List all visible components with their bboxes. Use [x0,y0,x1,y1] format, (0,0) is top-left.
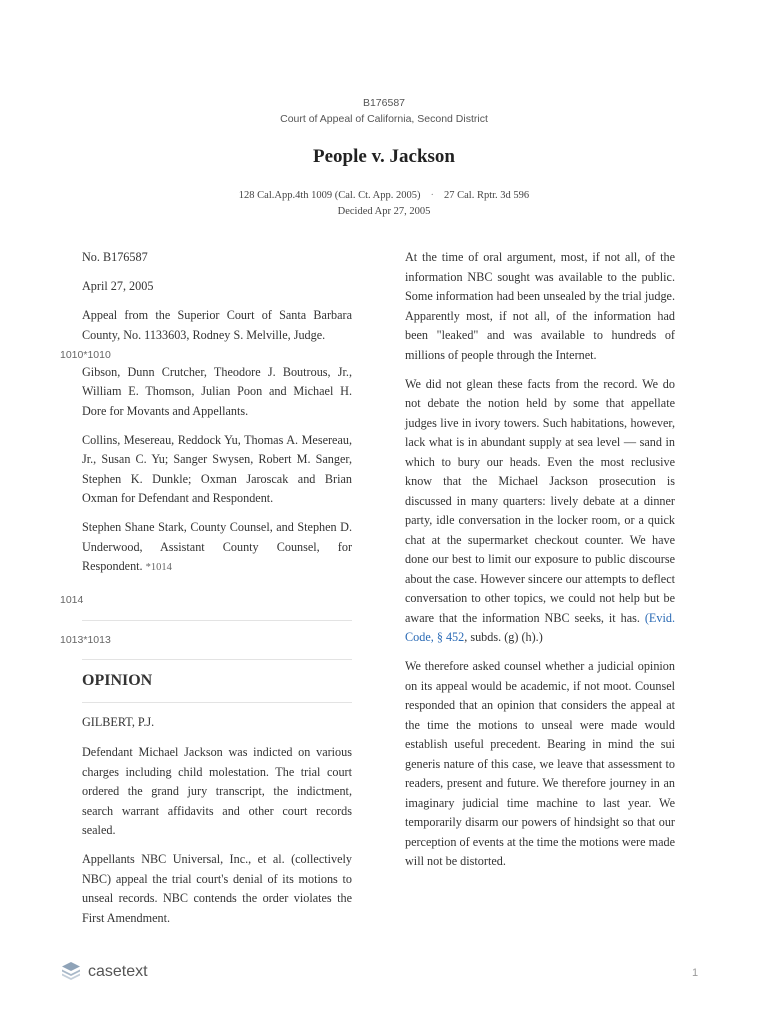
opinion-paragraph-5: We therefore asked counsel whether a judicial opinion on its appeal would be academic, if not moot. Counsel responded that an opinion that considers the appeal at the time the motions to unseal were made would establish useful precedent. Bearing in mind the sui generis nature of this case, we leave that assessment to readers, present and future. We therefore journey in an imaginary judicial time machine to last year. We temporarily disarm our powers of hindsight so that our perception of events at the time the motions were made will not be distorted. [405,659,675,868]
opinion-heading: OPINION [82,672,153,689]
citation-regional: 27 Cal. Rptr. 3d 596 [444,190,530,201]
opinion-paragraph-4 [405,375,675,648]
opinion-paragraph-3: At the time of oral argument, most, if not all, of the information NBC sought was available to the public. Some information had been unsealed by the trial judge. Apparently most, if not all, of the information had been "leaked" and was available to hundreds of millions of people through the Internet. [405,250,675,362]
opinion-date: April 27, 2005 [82,279,154,293]
divider-1 [82,620,352,621]
counsel-respondent [82,518,352,578]
page-marker-1013: 1013*1013 [60,634,111,646]
judge-name: GILBERT, P.J. [82,715,155,729]
citations [0,190,768,201]
page-marker-1014: 1014 [60,594,84,606]
opinion-body-left [82,743,352,938]
page-number: 1 [692,967,699,979]
appeal-from: Appeal from the Superior Court of Santa Barbara County, No. 1133603, Rodney S. Melville, Judge. [82,308,352,342]
counsel-respondent-text: Stephen Shane Stark, County Counsel, and Stephen D. Underwood, Assistant County Counsel, for Respondent. [82,520,352,573]
court-name: Court of Appeal of California, Second District [280,113,488,125]
counsel-defendant: Collins, Mesereau, Reddock Yu, Thomas A. Mesereau, Jr., Susan C. Yu; Sanger Swysen, Robert M. Sanger, Stephen K. Dunkle; Oxman Jaroscak and Brian Oxman for Defendant and Respondent. [82,432,352,505]
stacked-layers-icon [60,959,82,986]
citation-official: 128 Cal.App.4th 1009 (Cal. Ct. App. 2005) [238,190,421,201]
divider-2 [82,659,352,660]
divider-3 [82,702,352,703]
right-column [405,248,675,881]
decided-date: Decided Apr 27, 2005 [337,206,431,217]
case-title: People v. Jackson [313,146,455,167]
citation-separator: · [430,190,435,201]
opinion-paragraph-2: Appellants NBC Universal, Inc., et al. (collectively NBC) appeal the trial court's denial of its motions to unseal records. NBC contends the order violates the First Amendment. [82,852,352,925]
page-marker-1010: 1010*1010 [60,349,111,361]
evid-code-link[interactable]: (Evid. Code, § 452 [405,610,675,644]
left-column [82,248,352,587]
logo-text: casetext [88,963,148,980]
opinion-paragraph-1: Defendant Michael Jackson was indicted on various charges including child molestation. The trial court ordered the grand jury transcript, the indictment, search warrant affidavits and other court records sealed. [82,745,352,837]
counsel-appellants: Gibson, Dunn Crutcher, Theodore J. Boutrous, Jr., William E. Thomson, Julian Poon and Michael H. Dore for Movants and Appellants. [82,364,352,418]
opinion-paragraph-4-tail: , subds. (g) (h).) [464,630,543,644]
opinion-paragraph-4-text: We did not glean these facts from the record. We do not debate the notion held by some that appellate judges live in ivory towers. Such habitations, however, lack what is in abundant supply at sea level — sand in which to bury our heads. Even the most reclusive know that the Michael Jackson prosecution is discussed in many quarters: lively debate at a dinner party, idle conversation in the locker room, or a quick chat at the supermarket checkout counter. We have done our best to limit our exposure to public discourse about the case. However sincere our attempts to deflect conversation to other topics, we could not help but be aware that the information NBC seeks, it has. [405,376,675,625]
star-page-1014: *1014 [145,562,172,573]
casetext-logo[interactable] [60,960,148,984]
docket-number: B176587 [362,97,406,109]
case-number: No. B176587 [82,250,148,264]
